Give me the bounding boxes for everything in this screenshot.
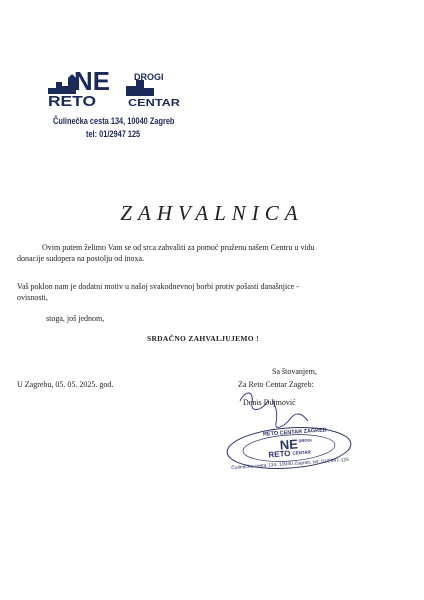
paragraph-2-line-1: Vaš poklon nam je dodatni motiv u našoj svakodnevnoj borbi protiv pošasti današnjice - — [17, 282, 299, 291]
stamp-bottom-text: Čulinečka cesta 134, 10040 Zagreb, tel: 01/2947-125 — [231, 457, 340, 471]
logo-reto: RETO — [48, 93, 97, 110]
date-line: U Zagrebu, 05. 05. 2025. god. — [17, 380, 114, 389]
thanks-heading: SRDAČNO ZAHVALJUJEMO ! — [147, 334, 259, 343]
stamp-ne: NE — [279, 436, 299, 453]
closing-greeting: Sa štovanjem, — [272, 367, 317, 376]
stamp-reto: RETO — [268, 448, 291, 460]
document-title: ZAHVALNICA — [120, 201, 304, 225]
header-phone: tel: 01/2947 125 — [86, 129, 141, 139]
organization-line: Za Reto Centar Zagreb: — [238, 380, 314, 389]
stamp-top-text: RETO CENTAR ZAGREB — [262, 427, 328, 438]
signer-name: Denis Dujmović — [243, 398, 296, 407]
reto-centar-logo — [46, 66, 186, 110]
paragraph-3: stoga, još jednom, — [46, 314, 105, 323]
header-address: Čulinečka cesta 134, 10040 Zagreb — [53, 116, 175, 126]
logo-ne: NE — [74, 66, 110, 96]
logo-centar: CENTAR — [128, 98, 181, 109]
paragraph-2-line-2: ovisnosti, — [17, 293, 48, 302]
stamp-drogi: DROGI — [298, 437, 312, 444]
organization-stamp — [224, 425, 354, 471]
paragraph-1-line-1: Ovim putem želimo Vam se od srca zahvaliti za pomoć pruženu našem Centru u vidu — [42, 243, 315, 252]
paragraph-1-line-2: donacije sudopera na postolju od inoxa. — [17, 254, 145, 263]
stamp-centar: CENTAR — [292, 449, 311, 456]
logo-drogi: DROGI — [134, 72, 164, 82]
